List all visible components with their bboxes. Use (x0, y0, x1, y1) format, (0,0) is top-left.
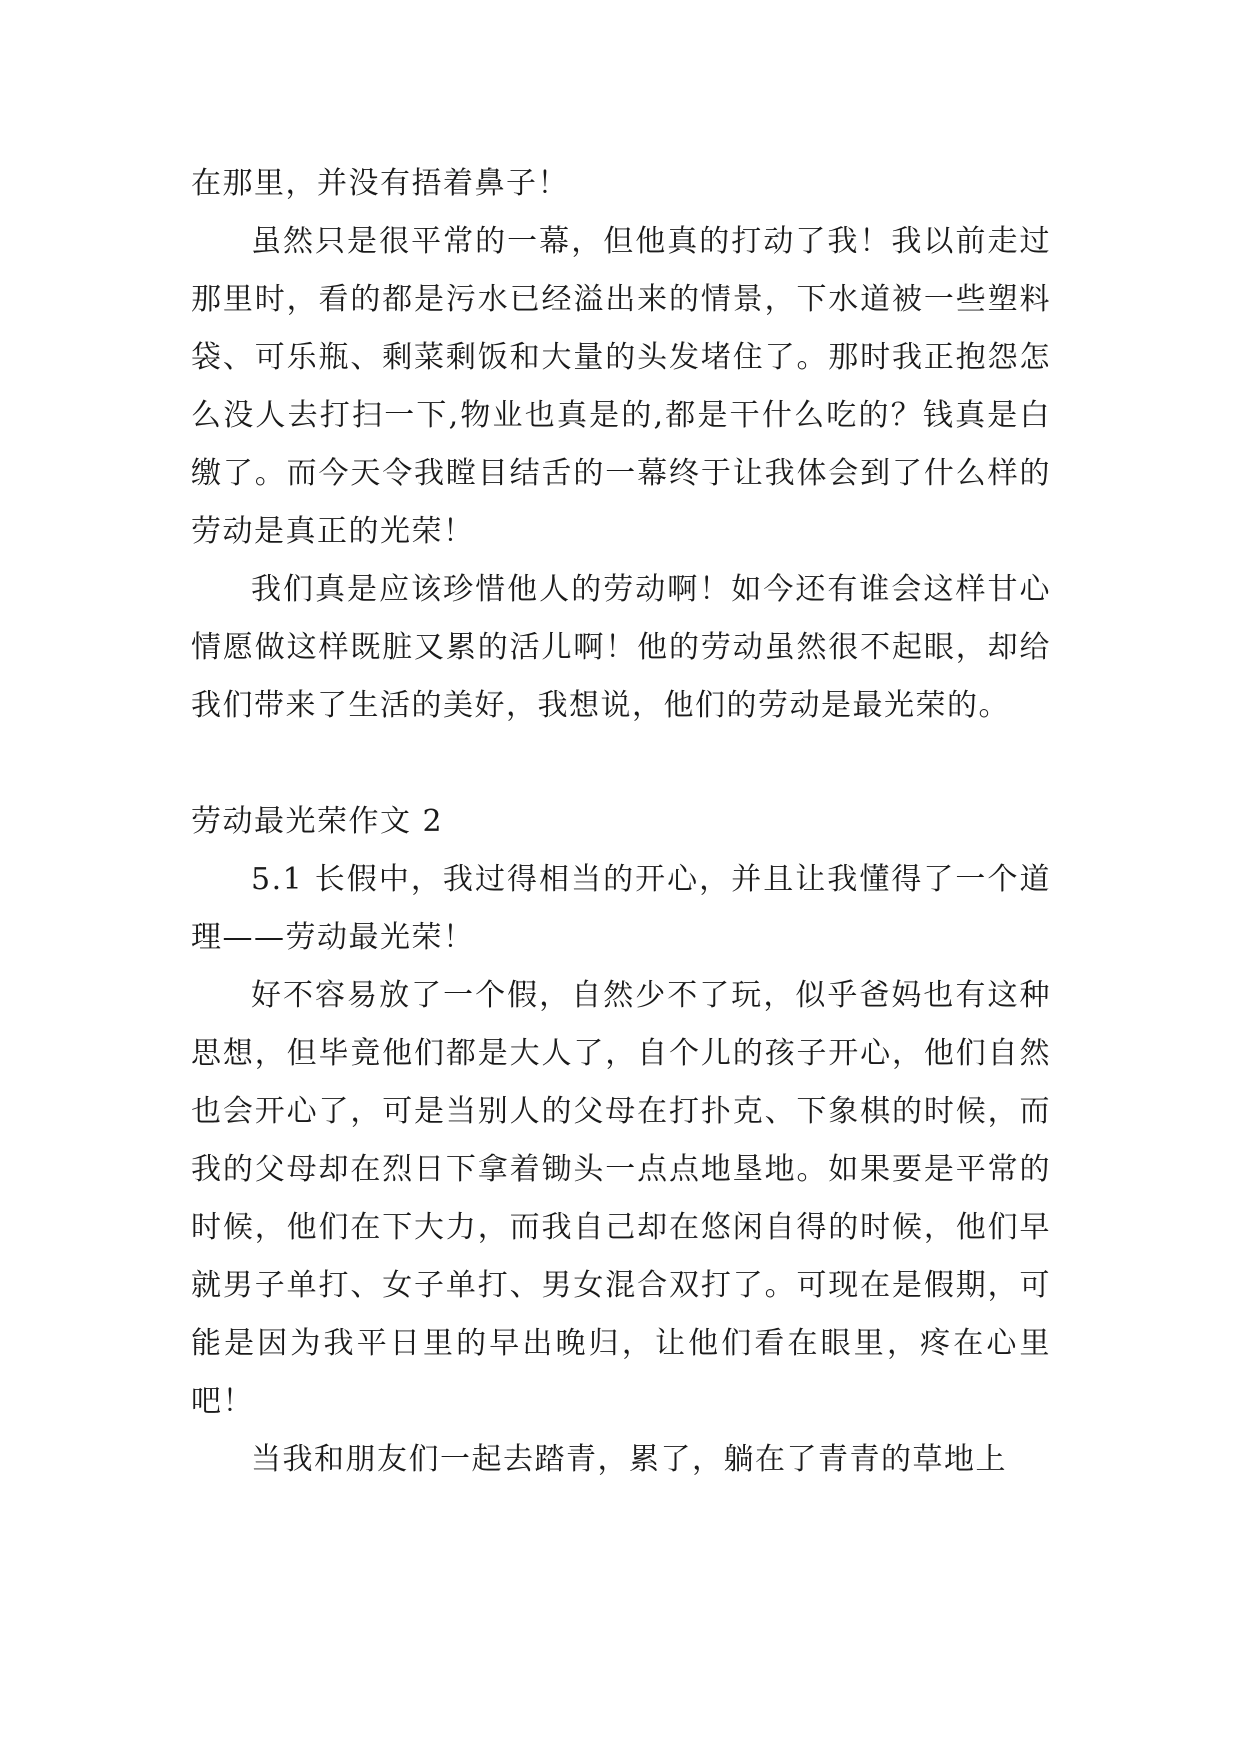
paragraph: 5.1 长假中，我过得相当的开心，并且让我懂得了一个道理——劳动最光荣！ (191, 862, 1051, 955)
document-body (191, 155, 1051, 1489)
section-title: 劳动最光荣作文 2 (191, 804, 444, 839)
paragraph-continuation: 在那里，并没有捂着鼻子！ (191, 166, 569, 201)
paragraph: 虽然只是很平常的一幕，但他真的打动了我！我以前走过那里时，看的都是污水已经溢出来的情景，下水道被一些塑料袋、可乐瓶、剩菜剩饭和大量的头发堵住了。那时我正抱怨怎么没人去打扫一下,物业也真是的,都是干什么吃的？钱真是白缴了。而今天令我瞠目结舌的一幕终于让我体会到了什么样的劳动是真正的光荣！ (191, 224, 1051, 549)
paragraph: 当我和朋友们一起去踏青，累了，躺在了青青的草地上 (251, 1442, 1007, 1477)
paragraph: 我们真是应该珍惜他人的劳动啊！如今还有谁会这样甘心情愿做这样既脏又累的活儿啊！他的劳动虽然很不起眼，却给我们带来了生活的美好，我想说，他们的劳动是最光荣的。 (191, 572, 1051, 723)
paragraph: 好不容易放了一个假，自然少不了玩，似乎爸妈也有这种思想，但毕竟他们都是大人了，自个儿的孩子开心，他们自然也会开心了，可是当别人的父母在打扑克、下象棋的时候，而我的父母却在烈日下拿着锄头一点点地垦地。如果要是平常的时候，他们在下大力，而我自己却在悠闲自得的时候，他们早就男子单打、女子单打、男女混合双打了。可现在是假期，可能是因为我平日里的早出晚归，让他们看在眼里，疼在心里吧！ (191, 978, 1051, 1419)
section-spacer (191, 735, 1051, 793)
